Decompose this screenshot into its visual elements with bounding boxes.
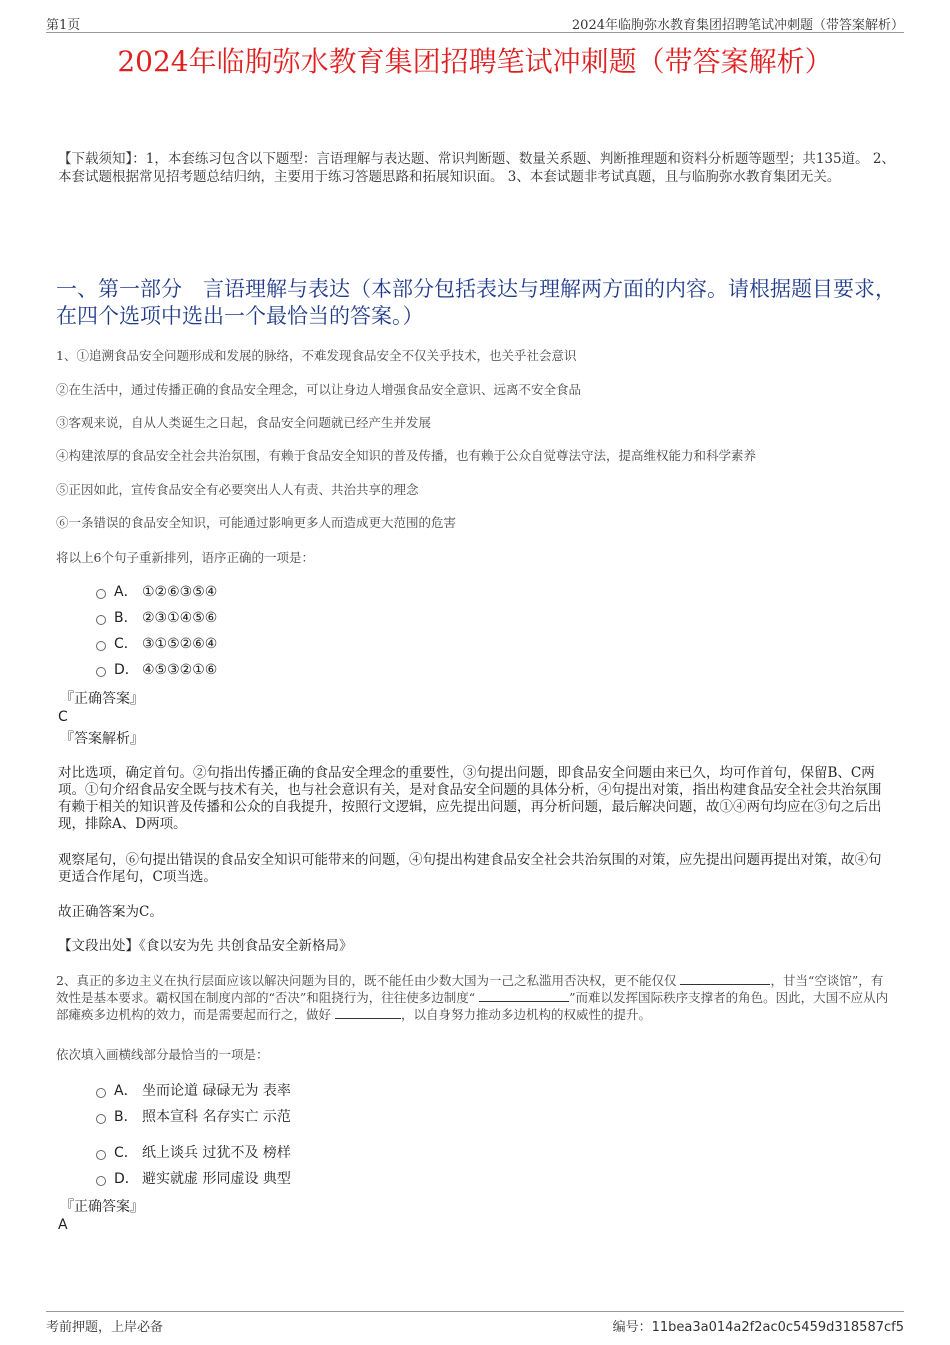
q1-sentence-5: ⑤正因如此，宣传食品安全有必要突出人人有责、共治共享的理念 xyxy=(56,482,419,497)
q1-analysis-paragraph-2: 观察尾句，⑥句提出错误的食品安全知识可能带来的问题，④句提出构建食品安全社会共治氛围的对策，应先提出问题再提出对策，故④句更适合作尾句，C项当选。 xyxy=(58,852,882,885)
section-heading: 一、第一部分 言语理解与表达（本部分包括表达与理解两方面的内容。请根据题目要求，在四个选项中选出一个最恰当的答案。） xyxy=(56,277,896,328)
q2-answer: A xyxy=(58,1217,68,1233)
q2-option-b[interactable]: B． 照本宣科 名存实亡 示范 xyxy=(96,1108,291,1126)
q1-option-a[interactable]: A． ①②⑥③⑤④ xyxy=(96,583,217,601)
q1-sentence-3: ③客观来说，自从人类诞生之日起，食品安全问题就已经产生并发展 xyxy=(56,415,432,430)
page-footer xyxy=(46,1311,904,1338)
footer-slogan: 考前押题，上岸必备 xyxy=(46,1320,164,1335)
radio-icon[interactable] xyxy=(96,1088,106,1098)
q1-sentence-6: ⑥一条错误的食品安全知识，可能通过影响更多人而造成更大范围的危害 xyxy=(56,515,457,530)
q1-analysis-conclusion: 故正确答案为C。 xyxy=(58,904,163,920)
radio-icon[interactable] xyxy=(96,1150,106,1160)
blank-1 xyxy=(680,972,770,985)
radio-icon[interactable] xyxy=(96,1114,106,1124)
q1-answer-label: 『正确答案』 xyxy=(60,691,144,707)
q1-option-b[interactable]: B． ②③①④⑤⑥ xyxy=(96,609,217,627)
q1-analysis-paragraph-1: 对比选项，确定首句。②句指出传播正确的食品安全理念的重要性，③句提出问题，即食品安全问题由来已久，均可作首句，保留B、C两项。①句介绍食品安全既与技术有关，也与社会意识有关，是对食品安全问题的具体分析，④句提出对策，指出构建食品安全社会共治氛围有赖于相关的知识普及传播和公众的自我提升，按照行文逻辑，应先提出问题，再分析问题，最后解决问题，故①④两句均应在③句之后出现，排除A、D两项。 xyxy=(58,765,882,832)
radio-icon[interactable] xyxy=(96,615,106,625)
q1-answer: C xyxy=(58,709,68,725)
q1-sentence-1: 1、①追溯食品安全问题形成和发展的脉络，不难发现食品安全不仅关乎技术，也关乎社会意识 xyxy=(56,348,577,363)
q1-analysis-label: 『答案解析』 xyxy=(60,731,144,747)
blank-2 xyxy=(479,989,569,1002)
page-header xyxy=(46,12,904,33)
q2-option-c[interactable]: C． 纸上谈兵 过犹不及 榜样 xyxy=(96,1144,291,1162)
radio-icon[interactable] xyxy=(96,1176,106,1186)
footer-code: 编号：11bea3a014a2f2ac0c5459d318587cf5 xyxy=(612,1320,904,1335)
q1-source: 【文段出处】《食以安为先 共创食品安全新格局》 xyxy=(58,938,353,954)
radio-icon[interactable] xyxy=(96,641,106,651)
download-notice: 【下载须知】：1，本套练习包含以下题型：言语理解与表达题、常识判断题、数量关系题、判断推理题和资料分析题等题型；共135道。 2、本套试题根据常见招考题总结归纳，主要用于练习答题思路和拓展知识面。 3、本套试题非考试真题，且与临朐弥水教育集团无关。 xyxy=(58,151,895,185)
blank-3 xyxy=(335,1006,401,1019)
q2-answer-label: 『正确答案』 xyxy=(60,1199,144,1215)
radio-icon[interactable] xyxy=(96,589,106,599)
q1-option-c[interactable]: C． ③①⑤②⑥④ xyxy=(96,635,217,653)
radio-icon[interactable] xyxy=(96,667,106,677)
q1-sentence-4: ④构建浓厚的食品安全社会共治氛围，有赖于食品安全知识的普及传播，也有赖于公众自觉尊法守法，提高维权能力和科学素养 xyxy=(56,448,757,463)
q2-text: 2、真正的多边主义在执行层面应该以解决问题为目的，既不能任由少数大国为一己之私滥用否决权，更不能仅仅 ，甘当“空谈馆”，有效性是基本要求。霸权国在制度内部的“否决”和阻挠行为，往往使多边制度“ ”而难以发挥国际秩序支撑者的角色。因此，大国不应从内部瘫痪多边机构的效力，而是需要起而行之，做好 ，以自身努力推动多边机构的权威性的提升。 xyxy=(56,973,889,1022)
q1-option-d[interactable]: D． ④⑤③②①⑥ xyxy=(96,661,217,679)
q1-stem: 将以上6个句子重新排列，语序正确的一项是： xyxy=(56,550,314,565)
q1-sentence-2: ②在生活中，通过传播正确的食品安全理念，可以让身边人增强食品安全意识、远离不安全食品 xyxy=(56,382,582,397)
header-doc-title: 2024年临朐弥水教育集团招聘笔试冲刺题（带答案解析） xyxy=(571,18,904,33)
q2-option-d[interactable]: D． 避实就虚 形同虚设 典型 xyxy=(96,1170,291,1188)
q2-option-a[interactable]: A． 坐而论道 碌碌无为 表率 xyxy=(96,1082,291,1100)
page-number: 第1页 xyxy=(46,18,81,33)
document-title: 2024年临朐弥水教育集团招聘笔试冲刺题（带答案解析） xyxy=(117,45,833,78)
q2-stem: 依次填入画横线部分最恰当的一项是： xyxy=(56,1047,269,1062)
